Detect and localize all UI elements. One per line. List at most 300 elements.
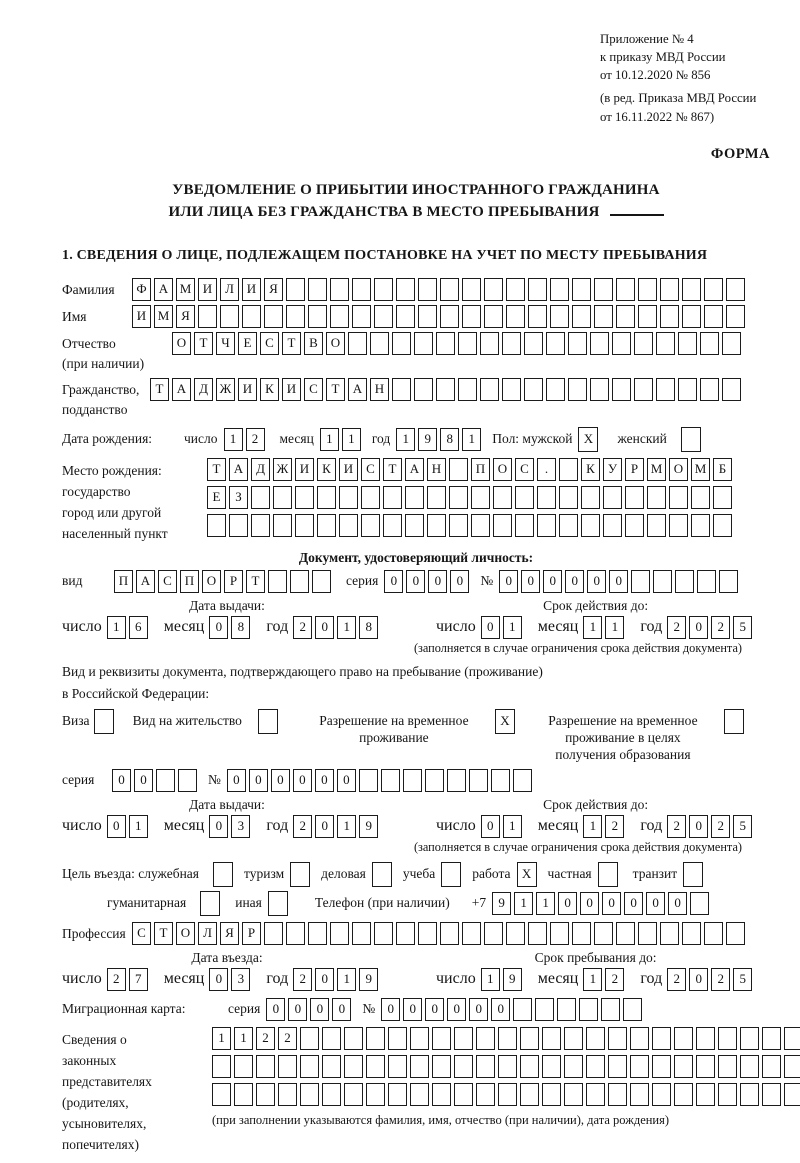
cell[interactable]: 0 [134,769,153,792]
cell[interactable] [268,570,287,593]
surname-cells[interactable] [132,278,748,301]
birthplace-cells-3[interactable] [207,514,735,537]
cell[interactable]: 1 [514,892,533,915]
cell[interactable] [572,922,591,945]
cell[interactable] [559,514,578,537]
cell[interactable]: 0 [406,570,425,593]
cell[interactable] [418,278,437,301]
cell[interactable]: Т [154,922,173,945]
cell[interactable] [344,1083,363,1106]
cell[interactable]: К [260,378,279,401]
res-issue-month-cells[interactable] [209,815,253,838]
cell[interactable] [784,1083,800,1106]
cell[interactable] [535,998,554,1021]
cell[interactable]: 3 [231,815,250,838]
purpose-business-checkbox[interactable] [372,862,395,887]
cell[interactable]: И [282,378,301,401]
cell[interactable]: Т [246,570,265,593]
cell[interactable] [638,305,657,328]
cell[interactable] [405,486,424,509]
cell[interactable]: X [578,427,598,452]
cell[interactable] [674,1083,693,1106]
cell[interactable]: 0 [315,968,334,991]
cell[interactable]: 0 [481,616,500,639]
cell[interactable] [290,570,309,593]
cell[interactable] [506,278,525,301]
cell[interactable] [383,514,402,537]
cell[interactable] [374,922,393,945]
cell[interactable]: 0 [499,570,518,593]
cell[interactable] [590,378,609,401]
cell[interactable] [726,278,745,301]
cell[interactable]: 2 [667,968,686,991]
cell[interactable]: 0 [332,998,351,1021]
cell[interactable]: Р [224,570,243,593]
cell[interactable] [625,486,644,509]
cell[interactable] [557,998,576,1021]
cell[interactable] [559,458,578,481]
cell[interactable] [696,1055,715,1078]
cell[interactable] [656,332,675,355]
cell[interactable] [594,278,613,301]
cell[interactable] [647,514,666,537]
representatives-cells-3[interactable] [212,1083,800,1106]
cell[interactable] [220,305,239,328]
cell[interactable] [493,514,512,537]
cell[interactable] [476,1027,495,1050]
cell[interactable]: 0 [565,570,584,593]
cell[interactable]: О [202,570,221,593]
cell[interactable] [372,862,392,887]
cell[interactable] [234,1055,253,1078]
cell[interactable] [564,1083,583,1106]
cell[interactable] [295,486,314,509]
cell[interactable]: 1 [224,428,243,451]
cell[interactable]: 1 [481,968,500,991]
cell[interactable] [427,514,446,537]
cell[interactable] [634,378,653,401]
cell[interactable] [498,1083,517,1106]
cell[interactable] [440,922,459,945]
cell[interactable] [691,514,710,537]
cell[interactable]: С [158,570,177,593]
cell[interactable] [427,486,446,509]
cell[interactable]: 0 [384,570,403,593]
purpose-work-checkbox[interactable] [517,862,540,887]
cell[interactable] [638,922,657,945]
cell[interactable] [681,427,701,452]
cell[interactable] [498,1055,517,1078]
cell[interactable] [339,486,358,509]
cell[interactable]: 2 [256,1027,275,1050]
cell[interactable] [447,769,466,792]
cell[interactable] [718,1055,737,1078]
cell[interactable]: И [198,278,217,301]
cell[interactable]: А [229,458,248,481]
cell[interactable] [212,1055,231,1078]
cell[interactable] [388,1083,407,1106]
cell[interactable]: М [691,458,710,481]
cell[interactable]: И [238,378,257,401]
cell[interactable] [616,922,635,945]
cell[interactable]: Ф [132,278,151,301]
cell[interactable] [396,922,415,945]
cell[interactable]: 9 [418,428,437,451]
cell[interactable]: 0 [209,815,228,838]
cell[interactable] [700,332,719,355]
cell[interactable] [278,1055,297,1078]
cell[interactable] [454,1055,473,1078]
cell[interactable]: К [317,458,336,481]
cell[interactable]: Е [207,486,226,509]
cell[interactable] [718,1027,737,1050]
cell[interactable]: 9 [359,815,378,838]
cell[interactable]: 1 [129,815,148,838]
cell[interactable] [568,378,587,401]
cell[interactable] [268,891,288,916]
cell[interactable] [638,278,657,301]
stay-day-cells[interactable] [481,968,525,991]
cell[interactable] [330,278,349,301]
cell[interactable]: 0 [543,570,562,593]
cell[interactable] [586,1027,605,1050]
cell[interactable]: 2 [667,616,686,639]
cell[interactable] [704,922,723,945]
cell[interactable] [213,862,233,887]
purpose-tourism-checkbox[interactable] [290,862,313,887]
cell[interactable] [691,486,710,509]
cell[interactable] [449,514,468,537]
cell[interactable] [722,332,741,355]
cell[interactable]: М [647,458,666,481]
cell[interactable]: 0 [425,998,444,1021]
cell[interactable] [273,486,292,509]
cell[interactable] [476,1055,495,1078]
cell[interactable]: 0 [288,998,307,1021]
temp-residence-checkbox[interactable] [495,709,518,734]
cell[interactable] [630,1027,649,1050]
cell[interactable] [524,332,543,355]
cell[interactable] [493,486,512,509]
cell[interactable] [660,278,679,301]
cell[interactable]: 0 [447,998,466,1021]
cell[interactable] [700,378,719,401]
cell[interactable] [392,378,411,401]
cell[interactable] [726,922,745,945]
cell[interactable]: 6 [129,616,148,639]
cell[interactable] [322,1055,341,1078]
cell[interactable]: Я [176,305,195,328]
cell[interactable] [520,1027,539,1050]
cell[interactable]: Л [220,278,239,301]
cell[interactable] [352,305,371,328]
cell[interactable] [603,486,622,509]
temp-residence-edu-checkbox[interactable] [724,709,747,734]
cell[interactable] [608,1083,627,1106]
cell[interactable]: И [242,278,261,301]
cell[interactable] [612,332,631,355]
cell[interactable]: П [471,458,490,481]
cell[interactable]: 0 [689,815,708,838]
res-issue-day-cells[interactable] [107,815,151,838]
cell[interactable] [449,486,468,509]
mig-series-cells[interactable] [266,998,354,1021]
cell[interactable]: С [132,922,151,945]
cell[interactable] [312,570,331,593]
cell[interactable] [528,278,547,301]
cell[interactable]: 0 [227,769,246,792]
cell[interactable] [234,1083,253,1106]
cell[interactable] [414,332,433,355]
cell[interactable] [471,486,490,509]
cell[interactable]: 0 [209,968,228,991]
residence-permit-checkbox[interactable] [258,709,281,734]
cell[interactable] [784,1027,800,1050]
cell[interactable]: 0 [689,616,708,639]
cell[interactable] [344,1055,363,1078]
res-valid-year-cells[interactable] [667,815,755,838]
cell[interactable] [502,332,521,355]
citizenship-cells[interactable] [150,378,744,401]
cell[interactable]: 0 [668,892,687,915]
cell[interactable] [295,514,314,537]
cell[interactable] [388,1055,407,1078]
cell[interactable]: 2 [711,968,730,991]
cell[interactable] [697,570,716,593]
cell[interactable] [484,278,503,301]
cell[interactable]: 5 [733,815,752,838]
cell[interactable] [608,1055,627,1078]
cell[interactable]: М [176,278,195,301]
cell[interactable] [432,1027,451,1050]
cell[interactable] [396,305,415,328]
cell[interactable]: 0 [646,892,665,915]
cell[interactable] [762,1055,781,1078]
cell[interactable]: 1 [583,968,602,991]
cell[interactable]: 1 [536,892,555,915]
cell[interactable] [704,278,723,301]
cell[interactable] [537,514,556,537]
purpose-humanitarian-checkbox[interactable] [200,891,223,916]
cell[interactable] [440,278,459,301]
cell[interactable] [724,709,744,734]
cell[interactable]: 0 [112,769,131,792]
cell[interactable]: 1 [342,428,361,451]
cell[interactable]: А [136,570,155,593]
cell[interactable]: 2 [107,968,126,991]
cell[interactable] [683,862,703,887]
cell[interactable]: 2 [246,428,265,451]
cell[interactable]: 8 [231,616,250,639]
cell[interactable] [462,278,481,301]
birthplace-cells-1[interactable] [207,458,735,481]
cell[interactable] [436,332,455,355]
cell[interactable] [678,378,697,401]
cell[interactable]: Т [326,378,345,401]
cell[interactable] [480,378,499,401]
cell[interactable]: Н [427,458,446,481]
cell[interactable] [520,1055,539,1078]
cell[interactable] [762,1083,781,1106]
cell[interactable]: 0 [315,815,334,838]
cell[interactable] [436,378,455,401]
cell[interactable]: С [515,458,534,481]
cell[interactable] [520,1083,539,1106]
cell[interactable] [94,709,114,734]
cell[interactable] [623,998,642,1021]
cell[interactable] [178,769,197,792]
cell[interactable]: 0 [689,968,708,991]
cell[interactable] [359,769,378,792]
cell[interactable]: 0 [381,998,400,1021]
cell[interactable] [513,998,532,1021]
res-number-cells[interactable] [227,769,535,792]
cell[interactable]: Т [282,332,301,355]
cell[interactable] [528,922,547,945]
cell[interactable] [229,514,248,537]
cell[interactable] [322,1083,341,1106]
cell[interactable] [564,1055,583,1078]
cell[interactable] [317,514,336,537]
cell[interactable]: О [326,332,345,355]
cell[interactable]: 1 [337,968,356,991]
cell[interactable] [264,922,283,945]
cell[interactable]: Р [625,458,644,481]
doc-number-cells[interactable] [499,570,741,593]
cell[interactable]: 0 [602,892,621,915]
cell[interactable]: А [405,458,424,481]
cell[interactable] [634,332,653,355]
cell[interactable] [471,514,490,537]
cell[interactable]: 9 [492,892,511,915]
cell[interactable]: Ч [216,332,235,355]
cell[interactable]: 2 [293,815,312,838]
cell[interactable] [330,922,349,945]
cell[interactable] [740,1055,759,1078]
cell[interactable] [361,514,380,537]
res-issue-year-cells[interactable] [293,815,381,838]
cell[interactable]: 2 [278,1027,297,1050]
cell[interactable] [458,378,477,401]
cell[interactable] [462,305,481,328]
cell[interactable] [454,1083,473,1106]
cell[interactable] [572,278,591,301]
cell[interactable] [762,1027,781,1050]
cell[interactable] [370,332,389,355]
cell[interactable] [652,1055,671,1078]
cell[interactable] [784,1055,800,1078]
cell[interactable] [559,486,578,509]
cell[interactable] [696,1027,715,1050]
cell[interactable] [441,862,461,887]
cell[interactable] [491,769,510,792]
cell[interactable]: 0 [587,570,606,593]
doc-valid-year-cells[interactable] [667,616,755,639]
cell[interactable] [286,278,305,301]
cell[interactable] [682,922,701,945]
cell[interactable] [594,305,613,328]
cell[interactable] [579,998,598,1021]
mig-number-cells[interactable] [381,998,645,1021]
cell[interactable]: Я [264,278,283,301]
cell[interactable] [352,922,371,945]
cell[interactable] [515,486,534,509]
cell[interactable] [308,305,327,328]
cell[interactable] [537,486,556,509]
cell[interactable]: 5 [733,968,752,991]
res-valid-day-cells[interactable] [481,815,525,838]
patronymic-cells[interactable] [172,332,744,355]
cell[interactable]: Ж [273,458,292,481]
cell[interactable] [454,1027,473,1050]
cell[interactable]: 7 [129,968,148,991]
cell[interactable] [414,378,433,401]
cell[interactable] [647,486,666,509]
cell[interactable] [396,278,415,301]
cell[interactable] [308,278,327,301]
cell[interactable] [669,514,688,537]
cell[interactable]: Т [150,378,169,401]
cell[interactable] [410,1055,429,1078]
cell[interactable]: 0 [310,998,329,1021]
cell[interactable] [660,305,679,328]
cell[interactable]: 0 [428,570,447,593]
cell[interactable] [669,486,688,509]
cell[interactable]: Р [242,922,261,945]
cell[interactable]: О [493,458,512,481]
cell[interactable] [418,922,437,945]
cell[interactable]: И [132,305,151,328]
cell[interactable]: X [495,709,515,734]
cell[interactable]: 1 [503,616,522,639]
doc-issue-year-cells[interactable] [293,616,381,639]
cell[interactable] [630,1055,649,1078]
stay-year-cells[interactable] [667,968,755,991]
purpose-study-checkbox[interactable] [441,862,464,887]
cell[interactable] [704,305,723,328]
sex-male-checkbox[interactable] [578,427,601,452]
cell[interactable]: 1 [320,428,339,451]
cell[interactable]: 2 [293,616,312,639]
cell[interactable]: 0 [266,998,285,1021]
cell[interactable]: 0 [491,998,510,1021]
cell[interactable]: 0 [481,815,500,838]
cell[interactable]: 1 [503,815,522,838]
cell[interactable]: Д [251,458,270,481]
cell[interactable] [581,486,600,509]
birthplace-cells-2[interactable] [207,486,735,509]
cell[interactable] [586,1083,605,1106]
cell[interactable] [476,1083,495,1106]
birth-year-cells[interactable] [396,428,484,451]
entry-day-cells[interactable] [107,968,151,991]
cell[interactable]: 0 [293,769,312,792]
purpose-private-checkbox[interactable] [598,862,621,887]
cell[interactable] [322,1027,341,1050]
cell[interactable]: 1 [583,815,602,838]
cell[interactable] [674,1055,693,1078]
res-valid-month-cells[interactable] [583,815,627,838]
cell[interactable]: . [537,458,556,481]
cell[interactable] [718,1083,737,1106]
cell[interactable]: А [154,278,173,301]
representatives-cells-1[interactable] [212,1027,800,1050]
cell[interactable] [449,458,468,481]
cell[interactable] [625,514,644,537]
cell[interactable] [156,769,175,792]
cell[interactable] [601,998,620,1021]
cell[interactable] [348,332,367,355]
